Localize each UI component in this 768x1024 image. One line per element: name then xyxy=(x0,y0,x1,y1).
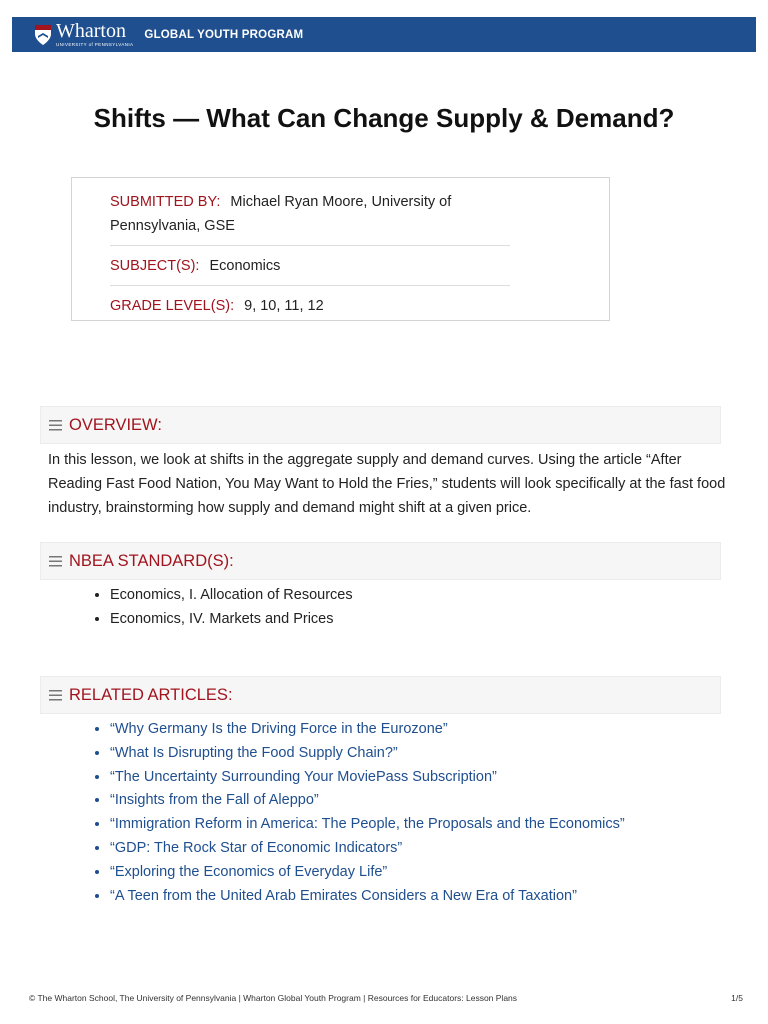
logo-wordmark: Wharton xyxy=(56,19,126,42)
article-link[interactable]: • “Why Germany Is the Driving Force in the Eurozone” xyxy=(110,718,625,742)
article-link[interactable]: • “Immigration Reform in America: The People, the Proposals and the Economics” xyxy=(110,813,625,837)
section-standards-title: NBEA STANDARD(S): xyxy=(69,551,234,570)
meta-submitted-value: Michael Ryan Moore, University of Pennsylvania, GSE xyxy=(110,194,452,234)
lesson-meta-box xyxy=(71,177,610,321)
section-related-title: RELATED ARTICLES: xyxy=(69,685,233,704)
meta-subject-row xyxy=(110,254,510,286)
program-name: GLOBAL YOUTH PROGRAM xyxy=(144,28,304,41)
meta-grade-label: GRADE LEVEL(S): xyxy=(110,298,235,314)
article-link[interactable]: • “Insights from the Fall of Aleppo” xyxy=(110,789,625,813)
article-link[interactable]: • “The Uncertainty Surrounding Your MoviePass Subscription” xyxy=(110,766,625,790)
section-standards-header xyxy=(40,542,721,580)
list-item: • Economics, IV. Markets and Prices xyxy=(110,608,353,632)
article-link[interactable]: • “What Is Disrupting the Food Supply Chain?” xyxy=(110,742,625,766)
menu-lines-icon xyxy=(49,556,62,567)
page-title: Shifts — What Can Change Supply & Demand? xyxy=(93,103,675,133)
logo-subtext: UNIVERSITY of PENNSYLVANIA xyxy=(56,41,134,47)
article-link[interactable]: • “Exploring the Economics of Everyday Life” xyxy=(110,861,625,885)
meta-grade-row xyxy=(110,294,510,325)
related-articles-list xyxy=(90,718,625,908)
meta-grade-value: 9, 10, 11, 12 xyxy=(244,298,324,314)
list-item: • Economics, I. Allocation of Resources xyxy=(110,584,353,608)
article-link[interactable]: • “GDP: The Rock Star of Economic Indicators” xyxy=(110,837,625,861)
section-overview-title: OVERVIEW: xyxy=(69,415,162,434)
footer-text: © The Wharton School, The University of Pennsylvania | Wharton Global Youth Program | Resources for Educators: Lesson Plans xyxy=(29,993,518,1003)
overview-text: In this lesson, we look at shifts in the aggregate supply and demand curves. Using the article “After Reading Fast Food Nation, You May Want to Hold the Fries,” students will look specifically at the fast food industry, brainstorming how supply and demand might shift at a given price. xyxy=(48,452,726,516)
standards-list xyxy=(90,584,353,632)
header-bar xyxy=(12,17,756,52)
menu-lines-icon xyxy=(49,420,62,431)
page-footer xyxy=(29,993,743,1003)
menu-lines-icon xyxy=(49,690,62,701)
meta-submitted-label: SUBMITTED BY: xyxy=(110,194,221,210)
article-link[interactable]: • “A Teen from the United Arab Emirates Considers a New Era of Taxation” xyxy=(110,885,625,909)
wharton-logo[interactable] xyxy=(56,19,134,48)
meta-subject-label: SUBJECT(S): xyxy=(110,258,200,274)
section-overview-header xyxy=(40,406,721,444)
section-related-header xyxy=(40,676,721,714)
meta-subject-value: Economics xyxy=(209,258,281,274)
meta-submitted-row xyxy=(110,190,510,246)
penn-shield-icon xyxy=(34,24,52,46)
page-number: 1/5 xyxy=(731,993,743,1003)
